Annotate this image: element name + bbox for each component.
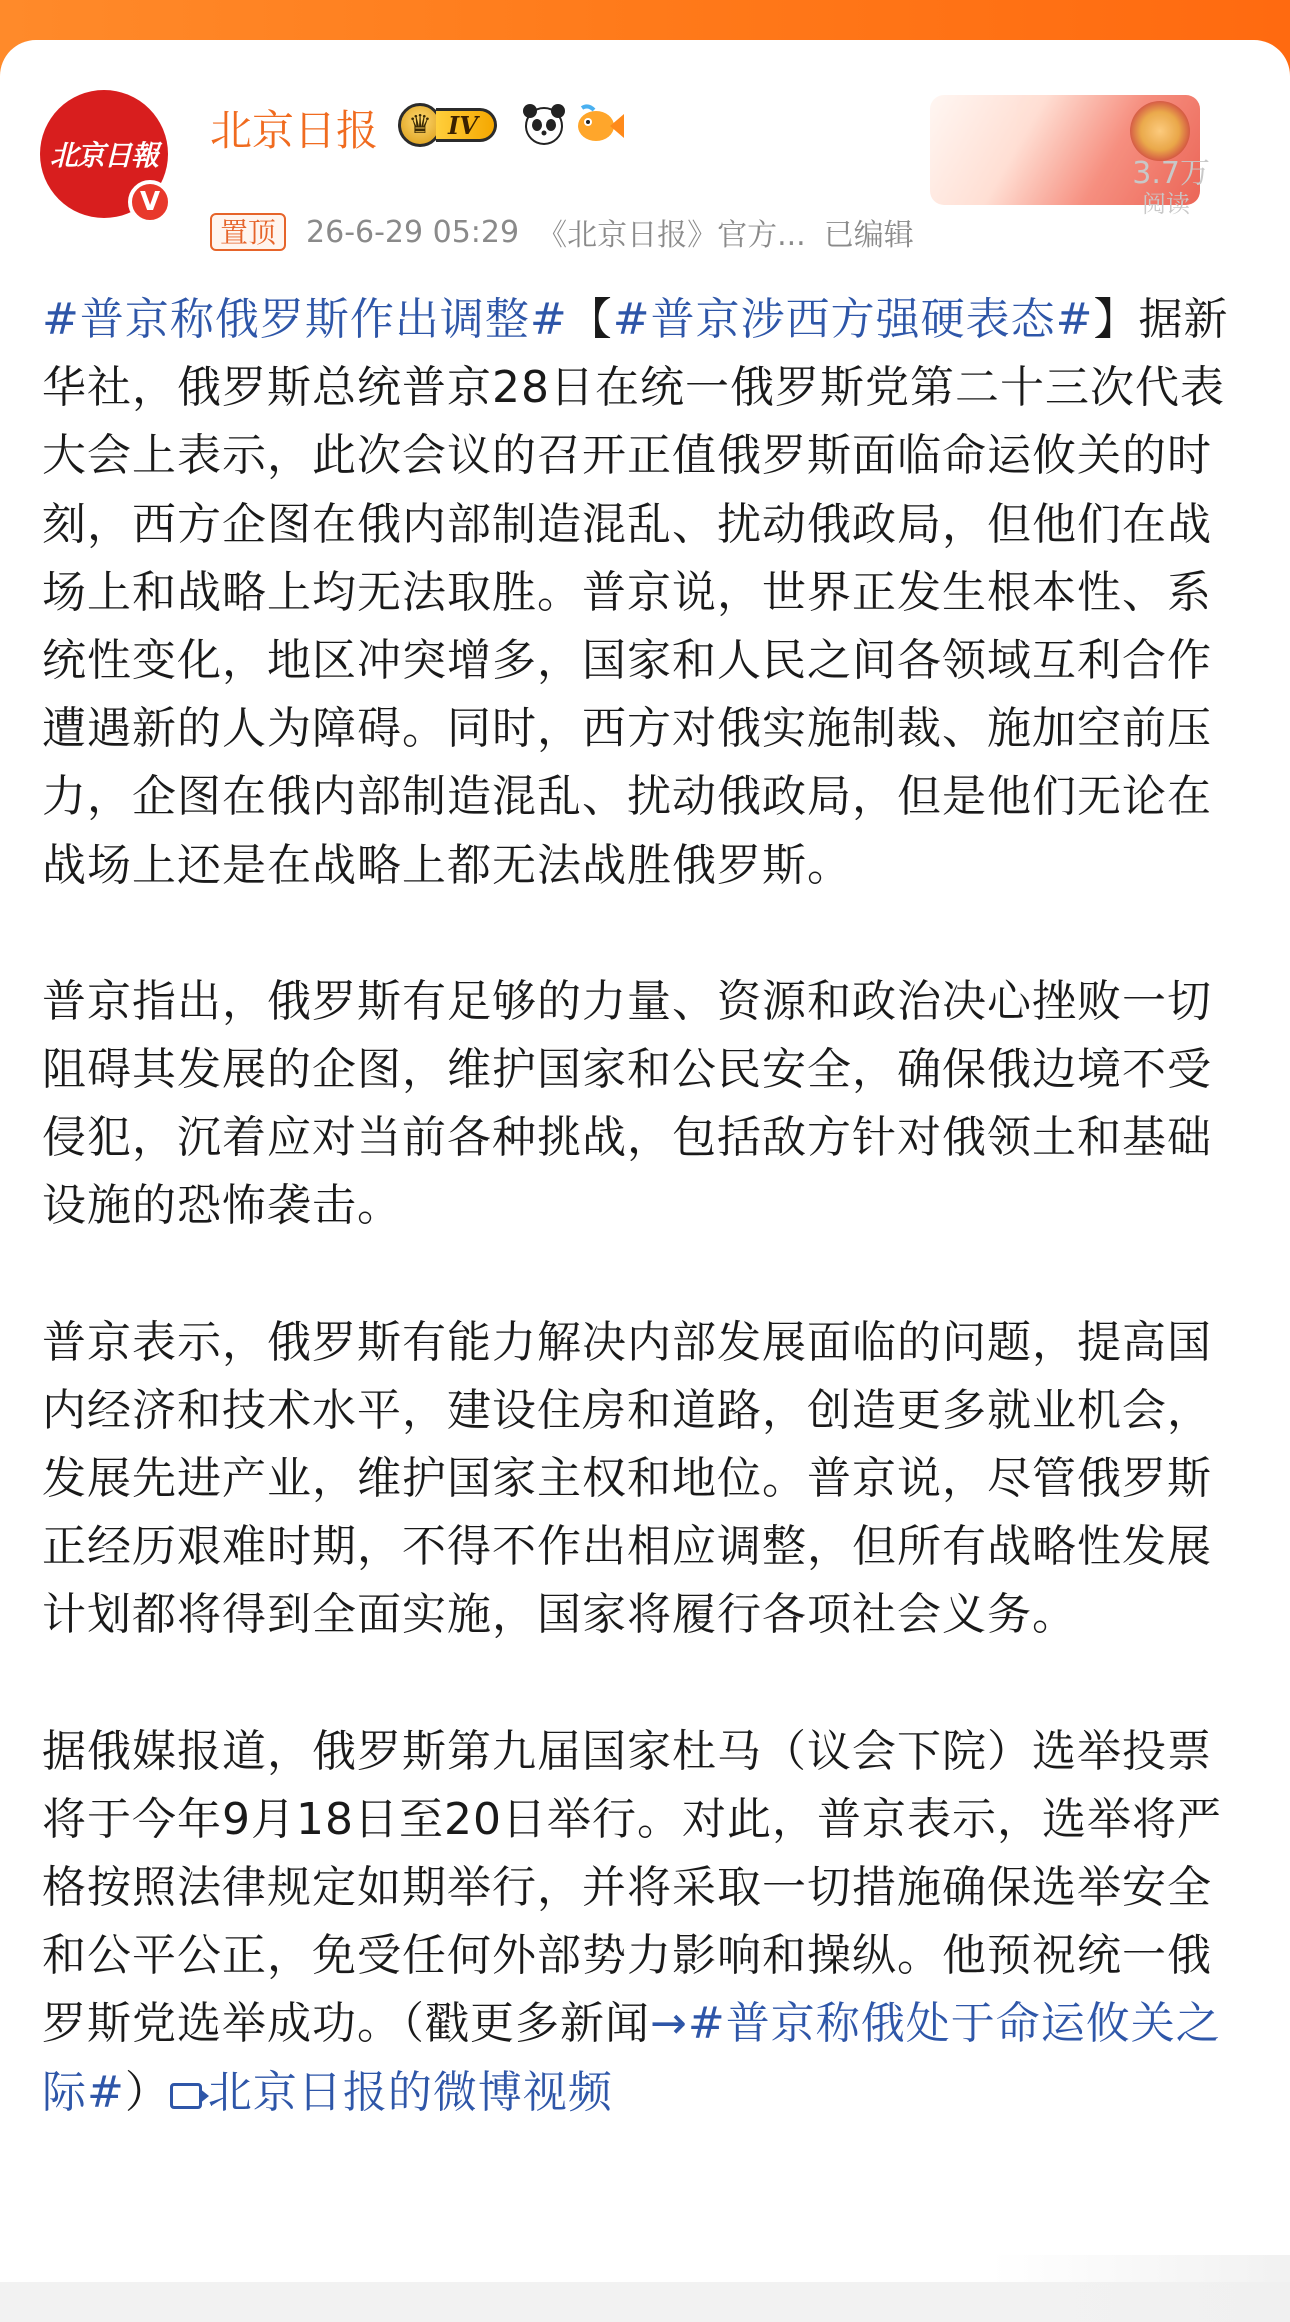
post-meta [210,210,914,254]
hashtag-link[interactable]: #普京涉西方强硬表态# [612,294,1094,345]
post-card [0,40,1290,2282]
panda-icon[interactable] [520,100,568,148]
bracket-open: 【 [567,294,613,345]
crown-icon: ♛ [398,103,442,147]
paragraph-text: 据新华社，俄罗斯总统普京28日在统一俄罗斯党第二十三次代表大会上表示，此次会议的召开正值俄罗斯面临命运攸关的时刻，西方企图在俄内部制造混乱、扰动俄政局，但他们在战场上和战略上均无法取胜。普京说，世界正发生根本性、系统性变化，地区冲突增多，国家和人民之间各领域互利合作遭遇新的人为障碍。同时，西方对俄实施制裁、施加空前压力，企图在俄内部制造混乱、扰动俄政局，但是他们无论在战场上还是在战略上都无法战胜俄罗斯。 [42,294,1229,891]
paragraph-4 [42,1718,1252,2127]
verified-badge-icon: V [128,180,172,224]
read-label: 阅读 [1142,190,1190,218]
post-date: 26-6-29 05:29 [306,214,520,250]
arrow-glyph: → [650,1998,688,2050]
paragraph-1 [42,286,1252,900]
bottom-fade [990,2255,1290,2322]
post-source[interactable]: 《北京日报》官方... [537,218,806,253]
close-paren: ） [124,2066,170,2118]
read-count: 3.7万 [1132,156,1210,191]
account-name[interactable]: 北京日报 [210,106,379,155]
paragraph-2: 普京指出，俄罗斯有足够的力量、资源和政治决心挫败一切阻碍其发展的企图，维护国家和公民安全，确保俄边境不受侵犯，沉着应对当前各种挑战，包括敌方针对俄领土和基础设施的恐怖袭击。 [42,975,1212,1232]
fish-icon[interactable] [572,102,624,148]
post-body [42,286,1252,2127]
video-link-label: 北京日报的微博视频 [207,2066,613,2118]
video-icon [170,2083,202,2109]
level-label: IV [436,108,497,142]
member-level-badge[interactable] [398,102,497,148]
paragraph-3: 普京表示，俄罗斯有能力解决内部发展面临的问题，提高国内经济和技术水平，建设住房和道路，创造更多就业机会，发展先进产业，维护国家主权和地位。普京说，尽管俄罗斯正经历艰难时期，不得不作出相应调整，但所有战略性发展计划都将得到全面实施，国家将履行各项社会义务。 [42,1316,1212,1641]
hashtag-link[interactable]: #普京称俄处于命运攸关之际# [42,1998,1221,2118]
video-link[interactable] [170,2067,613,2118]
edited-label[interactable]: 已编辑 [823,218,914,253]
avatar-logo-text: 北京日報 [49,139,158,172]
hashtag-link[interactable]: #普京称俄罗斯作出调整# [42,294,568,345]
paragraph-text: 据俄媒报道，俄罗斯第九届国家杜马（议会下院）选举投票将于今年9月18日至20日举行。对此，普京表示，选举将严格按照法律规定如期举行，并将采取一切措施确保选举安全和公平公正，免受任何外部势力影响和操纵。他预祝统一俄罗斯党选举成功。（戳更多新闻 [42,1725,1222,2050]
bracket-close: 】 [1093,294,1139,345]
pinned-tag: 置顶 [210,213,286,251]
